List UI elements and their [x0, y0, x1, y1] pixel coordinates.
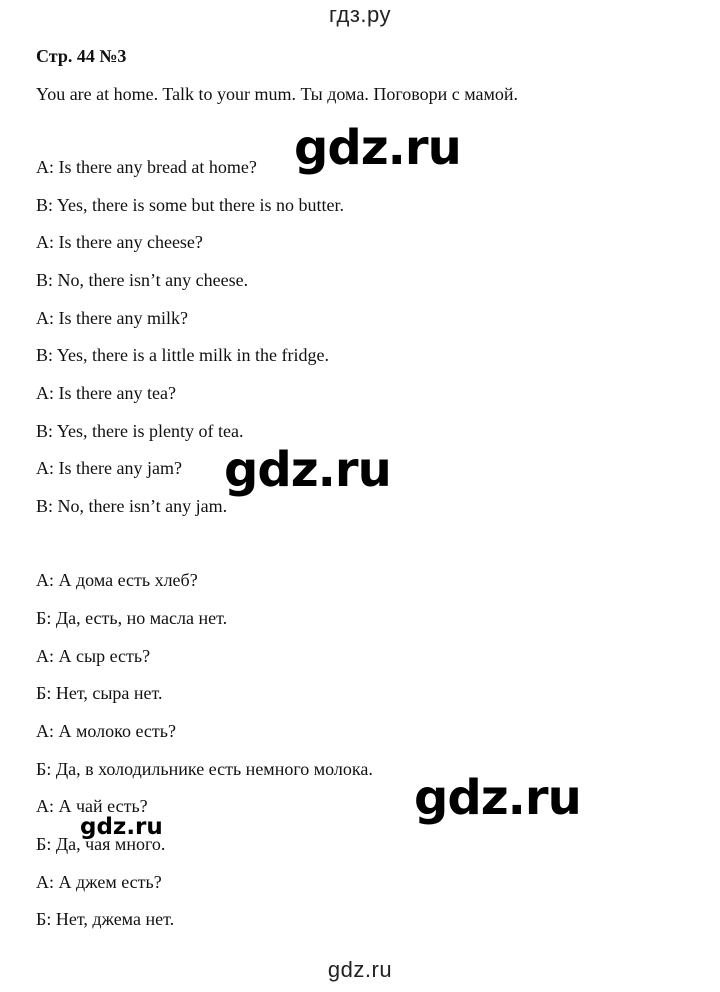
dialogue-en-line: A: Is there any milk? [36, 308, 188, 328]
exercise-title: Стр. 44 №3 [36, 46, 127, 66]
dialogue-en-line: B: Yes, there is plenty of tea. [36, 421, 244, 441]
dialogue-ru-line: Б: Нет, джема нет. [36, 909, 175, 929]
watermark: gdz.ru [80, 814, 163, 840]
watermark: gdz.ru [414, 770, 581, 826]
dialogue-ru-line: А: А джем есть? [36, 872, 162, 892]
watermark: gdz.ru [294, 120, 461, 176]
dialogue-en-line: A: Is there any jam? [36, 458, 182, 478]
dialogue-en-line: B: No, there isn’t any jam. [36, 496, 228, 516]
dialogue-en-line: A: Is there any bread at home? [36, 157, 257, 177]
dialogue-ru-line: Б: Да, чая много. [36, 834, 166, 854]
dialogue-en-line: A: Is there any tea? [36, 383, 176, 403]
dialogue-en-line: B: No, there isn’t any cheese. [36, 270, 249, 290]
dialogue-ru-line: Б: Нет, сыра нет. [36, 683, 163, 703]
dialogue-ru-line: А: А дома есть хлеб? [36, 570, 198, 590]
watermark: gdz.ru [224, 442, 391, 498]
site-footer: gdz.ru [327, 957, 393, 982]
dialogue-ru-line: А: А чай есть? [36, 796, 148, 816]
dialogue-en-line: B: Yes, there is some but there is no butter. [36, 195, 344, 215]
dialogue-ru-line: А: А молоко есть? [36, 721, 176, 741]
dialogue-ru-line: А: А сыр есть? [36, 646, 151, 666]
dialogue-en-line: B: Yes, there is a little milk in the fridge. [36, 345, 329, 365]
dialogue-ru-line: Б: Да, есть, но масла нет. [36, 608, 228, 628]
exercise-instruction: You are at home. Talk to your mum. Ты дома. Поговори с мамой. [36, 84, 519, 104]
site-header: гдз.ру [328, 2, 392, 27]
dialogue-en-line: A: Is there any cheese? [36, 232, 203, 252]
dialogue-ru-line: Б: Да, в холодильнике есть немного молока. [36, 759, 373, 779]
